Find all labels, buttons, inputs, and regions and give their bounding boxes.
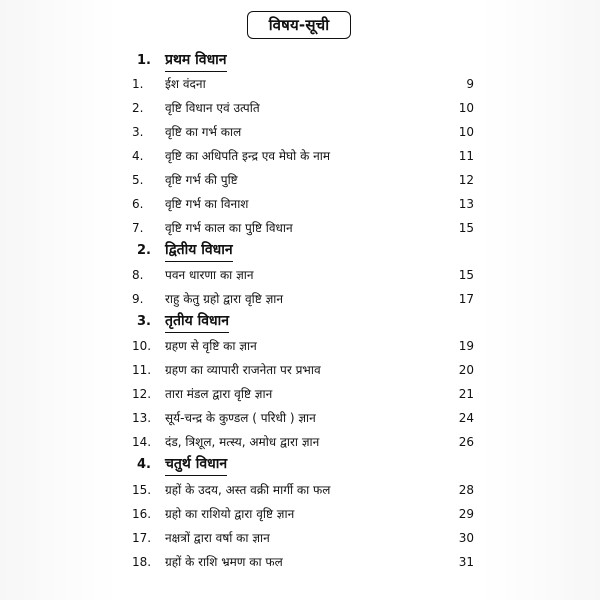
entry-text: ग्रहो का राशियो द्वारा वृष्टि ज्ञान xyxy=(165,507,295,521)
entry-page: 31 xyxy=(458,555,474,569)
entry-number: 9. xyxy=(132,292,144,306)
entry-text: ग्रहों के राशि भ्रमण का फल xyxy=(165,555,283,569)
entry-text: तारा मंडल द्वारा वृष्टि ज्ञान xyxy=(165,387,273,401)
section-number: 4. xyxy=(137,457,151,472)
entry-text: नक्षत्रों द्वारा वर्षा का ज्ञान xyxy=(165,531,270,545)
section-number: 1. xyxy=(137,53,151,68)
entry-number: 11. xyxy=(132,363,152,377)
toc-entry xyxy=(0,217,600,239)
entry-text: ग्रहों के उदय, अस्त वक्री मार्गी का फल xyxy=(165,483,331,497)
entry-number: 16. xyxy=(132,507,152,521)
entry-number: 17. xyxy=(132,531,152,545)
entry-page: 26 xyxy=(458,435,474,449)
section-heading xyxy=(0,50,600,72)
entry-number: 1. xyxy=(132,77,144,91)
toc-entry xyxy=(0,121,600,143)
entry-text: ग्रहण से वृष्टि का ज्ञान xyxy=(165,339,257,353)
entry-page: 19 xyxy=(458,339,474,353)
entry-page: 24 xyxy=(458,411,474,425)
entry-number: 8. xyxy=(132,268,144,282)
entry-text: सूर्य-चन्द्र के कुण्डल ( परिधी ) ज्ञान xyxy=(165,411,316,425)
toc-entry xyxy=(0,479,600,501)
entry-number: 18. xyxy=(132,555,152,569)
entry-number: 2. xyxy=(132,101,144,115)
entry-page: 29 xyxy=(458,507,474,521)
entry-number: 5. xyxy=(132,173,144,187)
section-number: 2. xyxy=(137,243,151,258)
entry-number: 10. xyxy=(132,339,152,353)
section-heading xyxy=(0,454,600,476)
section-heading xyxy=(0,311,600,333)
toc-entry xyxy=(0,145,600,167)
entry-number: 15. xyxy=(132,483,152,497)
toc-entry xyxy=(0,264,600,286)
entry-text: वृष्टि गर्भ का विनाश xyxy=(165,197,249,211)
section-number: 3. xyxy=(137,314,151,329)
entry-page: 9 xyxy=(466,77,474,91)
entry-text: वृष्टि का गर्भ काल xyxy=(165,125,242,139)
entry-number: 4. xyxy=(132,149,144,163)
entry-page: 15 xyxy=(458,268,474,282)
entry-page: 17 xyxy=(458,292,474,306)
entry-text: ग्रहण का व्यापारी राजनेता पर प्रभाव xyxy=(165,363,321,377)
entry-number: 7. xyxy=(132,221,144,235)
entry-number: 12. xyxy=(132,387,152,401)
toc-entry xyxy=(0,193,600,215)
entry-text: ईश वंदना xyxy=(165,77,206,91)
entry-page: 11 xyxy=(458,149,474,163)
toc-entry xyxy=(0,503,600,525)
toc-entry xyxy=(0,288,600,310)
entry-text: वृष्टि गर्भ काल का पुष्टि विधान xyxy=(165,221,293,235)
entry-page: 28 xyxy=(458,483,474,497)
entry-page: 12 xyxy=(458,173,474,187)
page-title-text: विषय-सूची xyxy=(268,16,330,34)
section-heading xyxy=(0,240,600,262)
entry-page: 13 xyxy=(458,197,474,211)
toc-entry xyxy=(0,359,600,381)
toc-entry xyxy=(0,431,600,453)
toc-entry xyxy=(0,169,600,191)
entry-text: वृष्टि का अधिपति इन्द्र एव मेघो के नाम xyxy=(165,149,331,163)
entry-page: 10 xyxy=(458,101,474,115)
toc-entry xyxy=(0,527,600,549)
entry-number: 6. xyxy=(132,197,144,211)
toc-entry xyxy=(0,73,600,95)
entry-page: 15 xyxy=(458,221,474,235)
section-title: द्वितीय विधान xyxy=(165,240,233,262)
entry-text: पवन धारणा का ज्ञान xyxy=(165,268,254,282)
entry-number: 13. xyxy=(132,411,152,425)
section-title: चतुर्थ विधान xyxy=(165,454,227,476)
entry-number: 3. xyxy=(132,125,144,139)
entry-page: 20 xyxy=(458,363,474,377)
section-title: प्रथम विधान xyxy=(165,50,227,72)
entry-number: 14. xyxy=(132,435,152,449)
entry-page: 21 xyxy=(458,387,474,401)
toc-entry xyxy=(0,551,600,573)
toc-entry xyxy=(0,407,600,429)
entry-page: 30 xyxy=(458,531,474,545)
entry-text: वृष्टि गर्भ की पुष्टि xyxy=(165,173,238,187)
toc-entry xyxy=(0,97,600,119)
entry-text: वृष्टि विधान एवं उत्पति xyxy=(165,101,260,115)
entry-text: दंड, त्रिशूल, मत्स्य, अमोध द्वारा ज्ञान xyxy=(165,435,320,449)
toc-entry xyxy=(0,335,600,357)
section-title: तृतीय विधान xyxy=(165,311,229,333)
entry-page: 10 xyxy=(458,125,474,139)
entry-text: राहु केतु ग्रहो द्वारा वृष्टि ज्ञान xyxy=(165,292,284,306)
toc-entry xyxy=(0,383,600,405)
